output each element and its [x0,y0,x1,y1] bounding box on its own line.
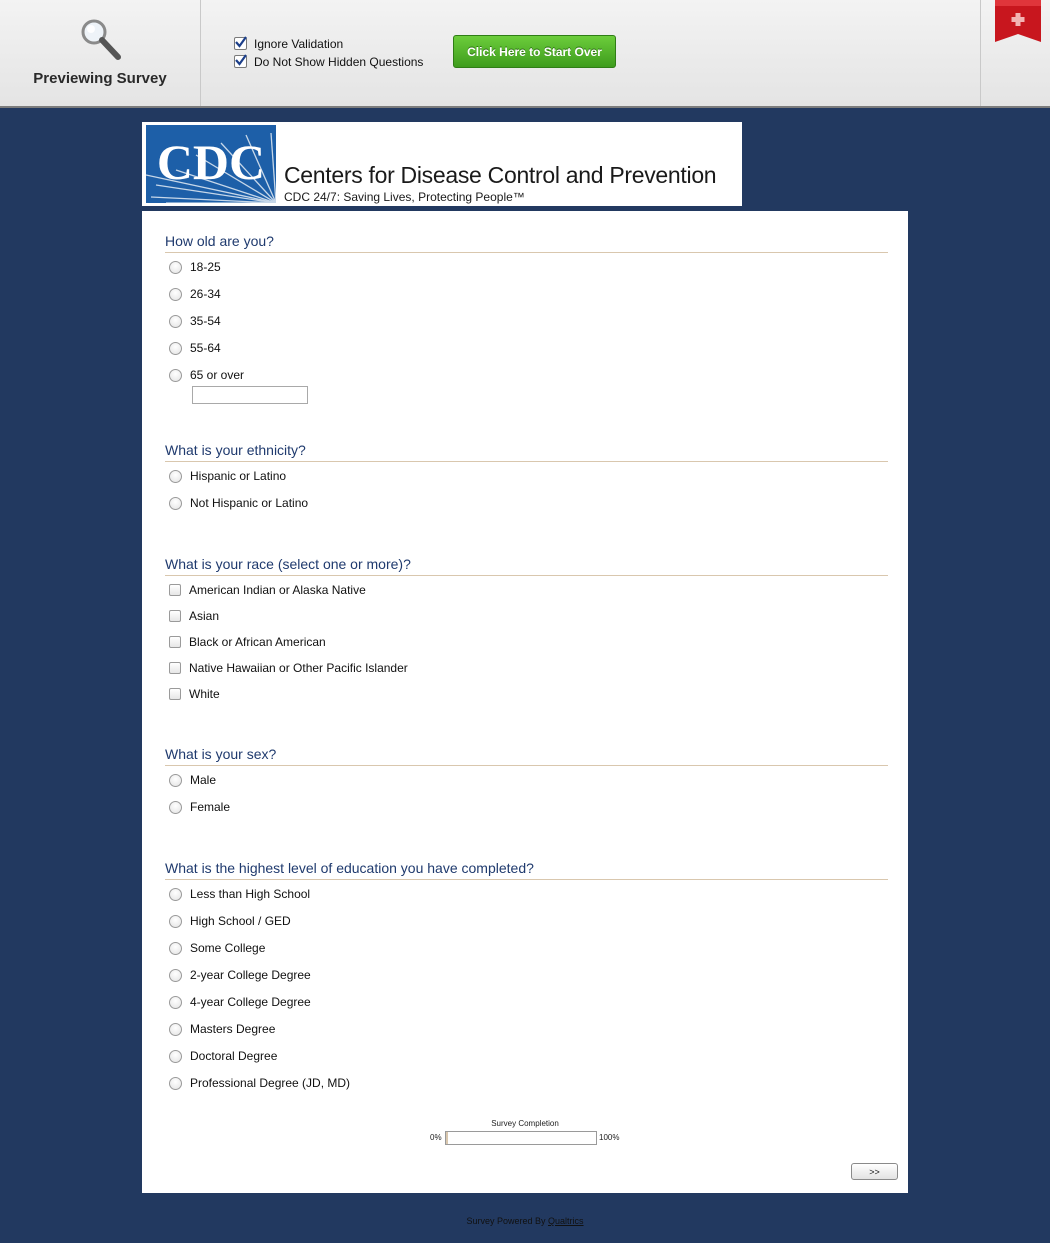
radio-button[interactable] [169,801,182,814]
progress-bar [445,1131,597,1145]
footer [0,1216,1050,1226]
radio-button[interactable] [169,288,182,301]
choice-hispanic[interactable] [169,469,286,483]
question-title: How old are you? [165,233,888,253]
question-title: What is the highest level of education you have completed? [165,860,888,880]
choice-male[interactable] [169,773,216,787]
radio-button[interactable] [169,942,182,955]
radio-button[interactable] [169,369,182,382]
choice-some-college[interactable] [169,941,265,955]
choice-doctoral[interactable] [169,1049,277,1063]
cdc-name: Centers for Disease Control and Prevention [284,162,717,188]
preview-toolbar [0,0,1050,108]
radio-button[interactable] [169,774,182,787]
question-age [165,233,888,382]
bookmark-panel [980,0,1050,106]
choice-female[interactable] [169,800,230,814]
choice-label: 2-year College Degree [190,968,311,982]
choice-high-school[interactable] [169,914,291,928]
choice-label: Male [190,773,217,787]
choice-age-55-64[interactable] [169,341,221,355]
choice-label: High School / GED [190,914,291,928]
choice-label: 65 or over [190,368,245,382]
question-sex [165,746,888,814]
choice-not-hispanic[interactable] [169,496,308,510]
question-education [165,860,888,1090]
progress-label: Survey Completion [491,1119,559,1128]
footer-text: Survey Powered By [466,1216,546,1226]
choice-age-26-34[interactable] [169,287,221,301]
bookmark-plus-icon[interactable] [995,0,1041,44]
checkbox[interactable] [169,584,181,596]
radio-button[interactable] [169,1023,182,1036]
hide-hidden-questions-label: Do Not Show Hidden Questions [254,55,424,69]
question-title: What is your sex? [165,746,888,766]
choice-label: Doctoral Degree [190,1049,278,1063]
choice-age-65-over[interactable] [169,368,244,382]
radio-button[interactable] [169,888,182,901]
progress-min-label: 0% [430,1133,442,1142]
ignore-validation-option[interactable] [234,37,343,51]
checkbox[interactable] [169,610,181,622]
question-title: What is your race (select one or more)? [165,556,888,576]
checkbox[interactable] [169,688,181,700]
svg-text:CDC: CDC [156,134,266,190]
radio-button[interactable] [169,996,182,1009]
choice-label: Female [190,800,231,814]
choice-label: 18-25 [190,260,221,274]
choice-age-35-54[interactable] [169,314,221,328]
choice-label: 55-64 [190,341,221,355]
choice-label: Not Hispanic or Latino [190,496,309,510]
choice-black[interactable] [169,635,326,649]
cdc-logo-banner [142,122,742,206]
choice-label: Some College [190,941,266,955]
choice-label: White [189,687,220,701]
choice-label: 26-34 [190,287,221,301]
progress-bar-fill [446,1132,448,1144]
checkbox[interactable] [169,662,181,674]
cdc-tagline: CDC 24/7: Saving Lives, Protecting People™ [284,190,525,204]
question-race [165,556,888,701]
radio-button[interactable] [169,1077,182,1090]
radio-button[interactable] [169,261,182,274]
choice-label: Black or African American [189,635,326,649]
survey-panel [142,211,908,1193]
hide-hidden-questions-option[interactable] [234,55,423,69]
choice-label: Asian [189,609,220,623]
choice-less-than-high-school[interactable] [169,887,310,901]
choice-asian[interactable] [169,609,219,623]
radio-button[interactable] [169,315,182,328]
magnifier-icon [76,16,124,64]
choice-label: 4-year College Degree [190,995,311,1009]
choice-label: Less than High School [190,887,311,901]
choice-label: American Indian or Alaska Native [189,583,366,597]
radio-button[interactable] [169,497,182,510]
choice-label: Masters Degree [190,1022,276,1036]
radio-button[interactable] [169,969,182,982]
next-button[interactable]: >> [851,1163,898,1180]
age-text-entry-input[interactable] [192,386,308,404]
choice-4-year-degree[interactable] [169,995,311,1009]
progress-max-label: 100% [599,1133,620,1142]
choice-masters[interactable] [169,1022,275,1036]
preview-title: Previewing Survey [33,70,167,87]
hide-hidden-questions-checkbox[interactable] [234,55,247,68]
question-ethnicity [165,442,888,510]
radio-button[interactable] [169,1050,182,1063]
choice-label: Professional Degree (JD, MD) [190,1076,351,1090]
cdc-logo-mark [146,125,276,203]
ignore-validation-label: Ignore Validation [254,37,344,51]
choice-american-indian[interactable] [169,583,366,597]
choice-label: Hispanic or Latino [190,469,287,483]
choice-white[interactable] [169,687,220,701]
choice-2-year-degree[interactable] [169,968,311,982]
question-title: What is your ethnicity? [165,442,888,462]
checkbox[interactable] [169,636,181,648]
choice-professional[interactable] [169,1076,350,1090]
choice-label: Native Hawaiian or Other Pacific Islander [189,661,408,675]
radio-button[interactable] [169,342,182,355]
start-over-button[interactable]: Click Here to Start Over [453,35,616,68]
choice-label: 35-54 [190,314,221,328]
radio-button[interactable] [169,915,182,928]
choice-pacific-islander[interactable] [169,661,408,675]
radio-button[interactable] [169,470,182,483]
qualtrics-link[interactable]: Qualtrics [548,1216,584,1226]
preview-panel [0,0,201,106]
choice-age-18-25[interactable] [169,260,221,274]
ignore-validation-checkbox[interactable] [234,37,247,50]
